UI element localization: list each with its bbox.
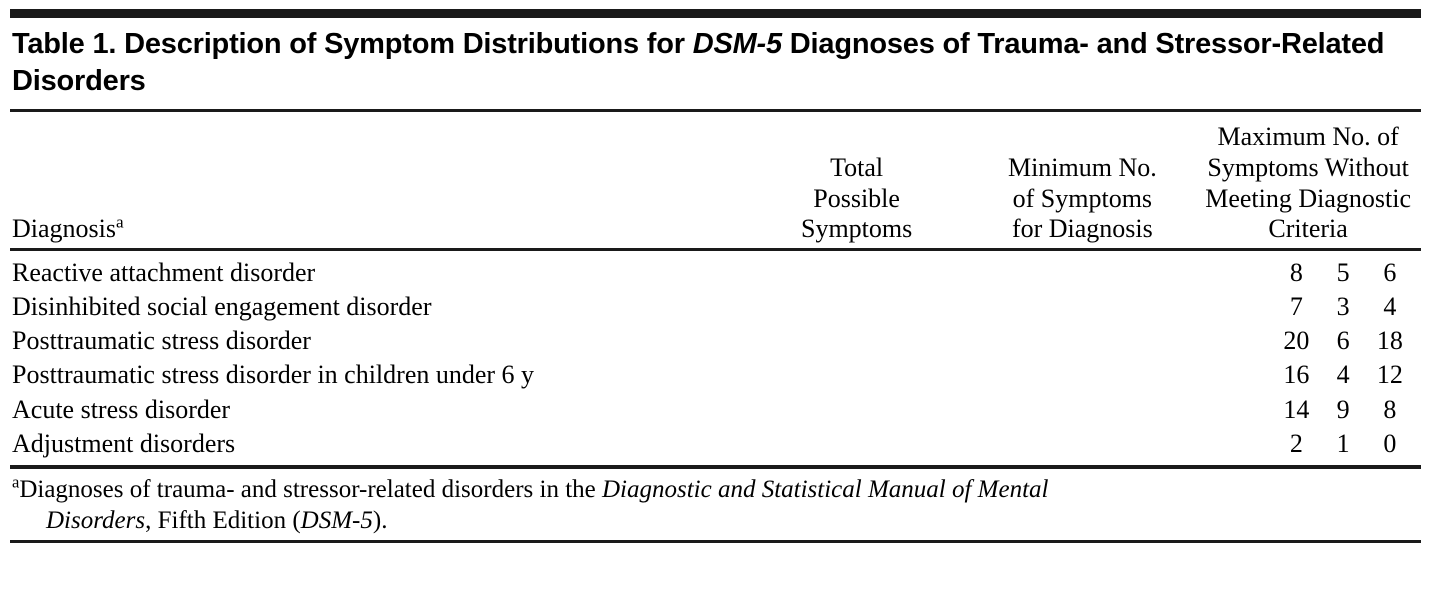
symptom-distribution-table: [10, 112, 1421, 248]
row-3-diagnosis: Posttraumatic stress disorder in children under 6 y: [12, 360, 535, 390]
column-header-diagnosis-footnote-marker: a: [116, 212, 124, 232]
row-5-diagnosis: Adjustment disorders: [12, 428, 236, 458]
column-header-total-line-3: Symptoms: [800, 214, 913, 244]
column-header-maximum-line-1: Maximum No. of: [1217, 122, 1399, 152]
column-header-total-line-2: Possible: [813, 183, 900, 213]
row-1-diagnosis: Disinhibited social engagement disorder: [12, 292, 432, 322]
column-header-maximum-symptoms: [1195, 112, 1421, 248]
column-header-total-line-1: Total: [830, 152, 884, 182]
row-1-minimum: 3: [1336, 292, 1350, 322]
table-title-prefix: Table 1. Description of Symptom Distributions for: [12, 28, 693, 60]
row-2-minimum: 6: [1336, 326, 1350, 356]
table-header-row: [10, 112, 1421, 248]
row-1-total-possible: 7: [1289, 292, 1303, 322]
row-2-maximum: 18: [1376, 326, 1403, 356]
table-footer-rule: [10, 540, 1421, 543]
row-5-total-possible: 2: [1289, 428, 1303, 458]
column-header-minimum-line-1: Minimum No.: [1007, 152, 1157, 182]
column-header-diagnosis-label: Diagnosis: [12, 214, 116, 244]
table-row: [10, 357, 1421, 391]
table-row: [10, 251, 1421, 289]
table-title-suffix: Diagnoses of Trauma- and Stressor-Related Disorders: [12, 28, 1385, 98]
column-header-maximum-line-3: Meeting Diagnostic: [1205, 183, 1412, 213]
row-5-minimum: 1: [1336, 428, 1350, 458]
row-3-minimum: 4: [1336, 360, 1350, 390]
row-0-total-possible: 8: [1289, 257, 1303, 287]
row-1-maximum: 4: [1383, 292, 1397, 322]
table-title: [10, 18, 1421, 109]
symptom-distribution-table-body: [10, 251, 1421, 465]
row-0-maximum: 6: [1383, 257, 1397, 287]
footnote-line-2: [12, 506, 1421, 537]
footnote-italic-3: DSM-5: [300, 506, 373, 534]
row-0-minimum: 5: [1336, 257, 1350, 287]
table-title-italic: DSM-5: [692, 28, 782, 60]
row-3-maximum: 12: [1376, 360, 1403, 390]
table-container: [0, 9, 1431, 543]
footnote-text-2: , Fifth Edition (: [145, 506, 301, 534]
table-row: [10, 392, 1421, 426]
column-header-minimum-line-3: for Diagnosis: [1011, 214, 1153, 244]
row-4-diagnosis: Acute stress disorder: [12, 394, 231, 424]
row-4-minimum: 9: [1336, 394, 1350, 424]
row-4-maximum: 8: [1383, 394, 1397, 424]
footnote-italic-2: Disorders: [46, 506, 146, 534]
row-4-total-possible: 14: [1283, 394, 1310, 424]
table-row: [10, 323, 1421, 357]
table-row: [10, 289, 1421, 323]
row-2-diagnosis: Posttraumatic stress disorder: [12, 326, 311, 356]
row-5-maximum: 0: [1383, 428, 1397, 458]
column-header-minimum-line-2: of Symptoms: [1012, 183, 1153, 213]
table-top-rule: [10, 9, 1421, 18]
footnote-text-1: Diagnoses of trauma- and stressor-related disorders in the: [19, 476, 602, 504]
table-body: [10, 251, 1421, 465]
row-2-total-possible: 20: [1283, 326, 1310, 356]
footnote-text-3: ).: [372, 506, 388, 534]
table-head: [10, 112, 1421, 248]
footnote-marker: a: [12, 472, 20, 492]
row-3-total-possible: 16: [1283, 360, 1310, 390]
column-header-minimum-symptoms: [969, 112, 1195, 248]
column-header-maximum-line-2: Symptoms Without: [1207, 152, 1409, 182]
column-header-diagnosis: [10, 112, 744, 248]
table-footnote: [10, 469, 1421, 540]
footnote-italic-1: Diagnostic and Statistical Manual of Mental: [601, 476, 1049, 504]
column-header-maximum-line-4: Criteria: [1268, 214, 1348, 244]
row-0-diagnosis: Reactive attachment disorder: [12, 257, 316, 287]
column-header-total-possible-symptoms: [744, 112, 970, 248]
table-row: [10, 426, 1421, 465]
